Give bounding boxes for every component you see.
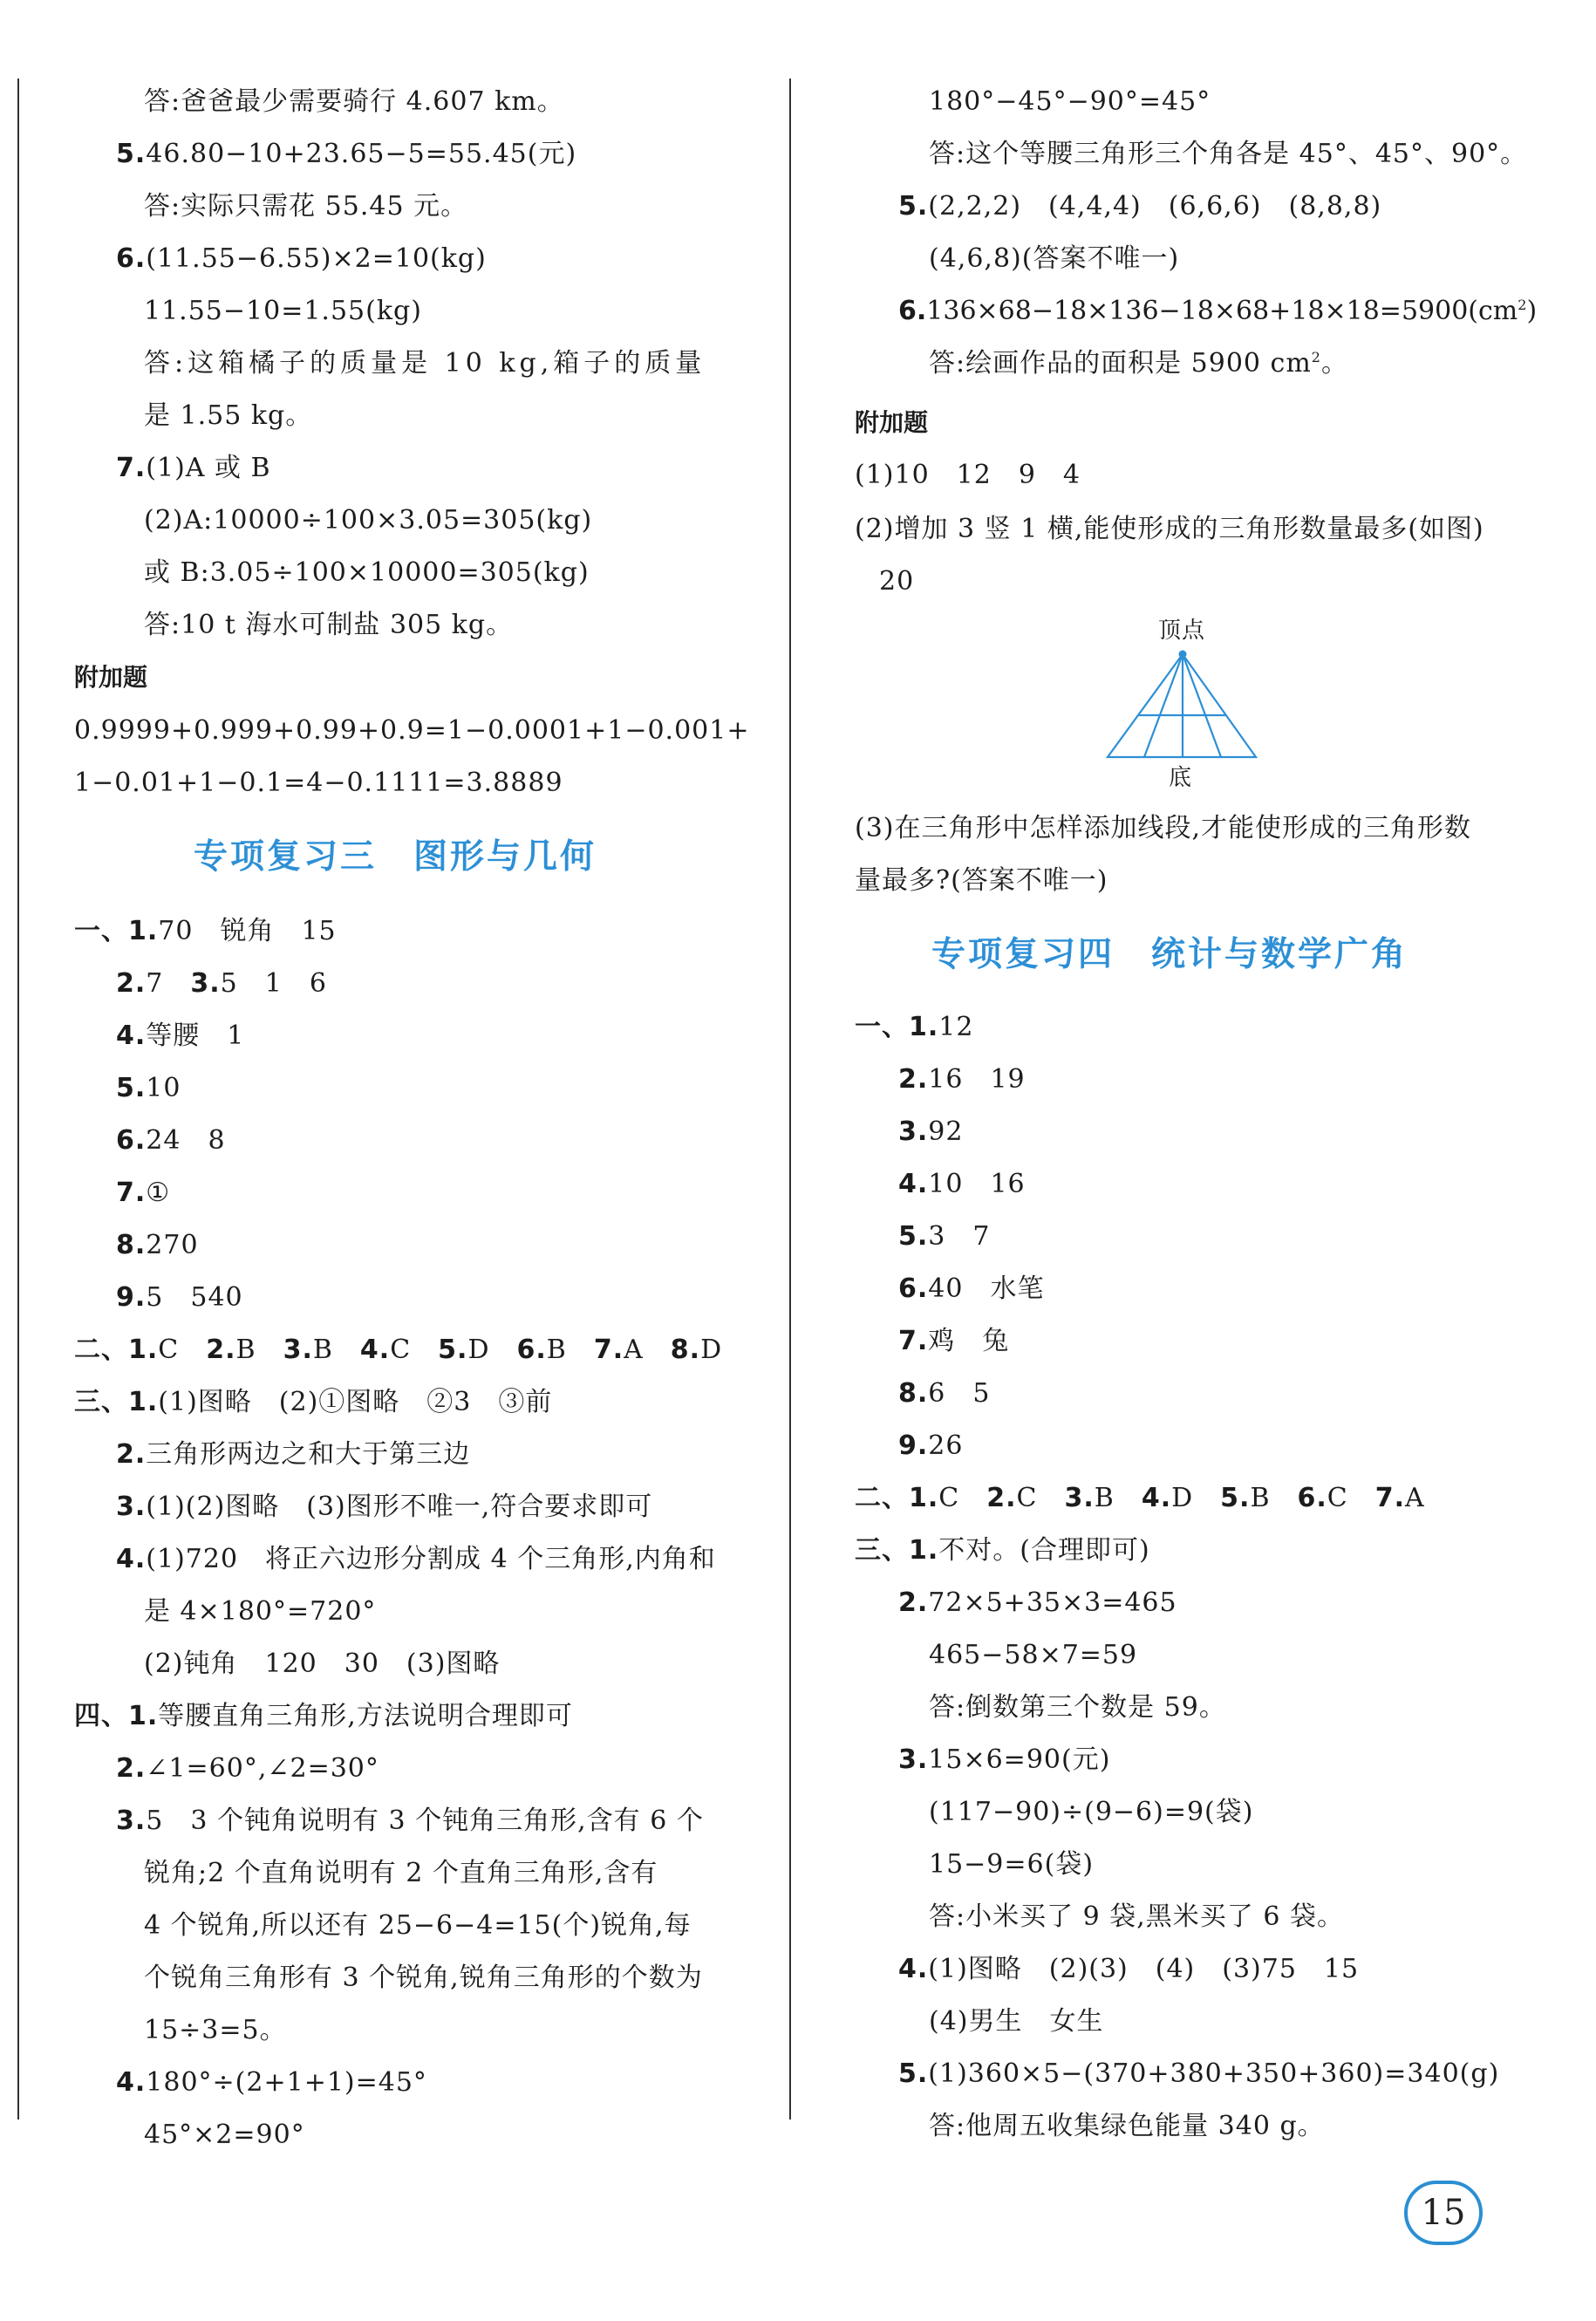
answer-line: (4)男生 女生	[929, 2006, 1104, 2037]
answer-5: 5.46.80−10+23.65−5=55.45(元)	[116, 139, 577, 169]
answer-part-2: 二、1.C 2.B 3.B 4.C 5.D 6.B 7.A 8.D	[74, 1335, 723, 1365]
answer-7: 7.(1)A 或 B	[116, 453, 271, 483]
figure-label-bottom: 底	[1169, 765, 1193, 791]
answer-3-1: 三、1.不对。(合理即可)	[855, 1535, 1150, 1566]
answer-line: (2)A:10000÷100×3.05=305(kg)	[144, 505, 593, 536]
answer-line: 15÷3=5。	[144, 2015, 287, 2045]
answer-4-3: 3.5 3 个钝角说明有 3 个钝角三角形,含有 6 个	[116, 1806, 704, 1836]
column-divider	[789, 79, 791, 2120]
section-title-3: 专项复习三 图形与几何	[194, 837, 597, 877]
answer-line: 15−9=6(袋)	[929, 1849, 1095, 1880]
answer-6: 6.(11.55−6.55)×2=10(kg)	[116, 243, 487, 274]
answer-1-9: 9.5 540	[116, 1282, 243, 1313]
apex-dot	[1179, 651, 1187, 659]
answer-1-3: 3.92	[898, 1116, 964, 1147]
answer-line: 答:爸爸最少需要骑行 4.607 km。	[144, 86, 564, 117]
answer-3-2: 2.72×5+35×3=465	[898, 1587, 1177, 1618]
answer-3-1: 三、1.(1)图略 (2)①图略 ②3 ③前	[74, 1387, 553, 1417]
answer-5: 5.(2,2,2) (4,4,4) (6,6,6) (8,8,8)	[898, 191, 1382, 222]
answer-line: 答:他周五收集绿色能量 340 g。	[929, 2111, 1325, 2141]
answer-line: 20	[879, 566, 915, 597]
section-title-4: 专项复习四 统计与数学广角	[931, 935, 1408, 974]
answer-1-4: 4.等腰 1	[116, 1021, 245, 1051]
triangle-inner-line	[1183, 654, 1221, 757]
triangle-figure	[1099, 645, 1265, 762]
answer-line: 锐角;2 个直角说明有 2 个直角三角形,含有	[144, 1858, 658, 1888]
answer-line: 个锐角三角形有 3 个锐角,锐角三角形的个数为	[144, 1963, 703, 1993]
answer-line: 0.9999+0.999+0.99+0.9=1−0.0001+1−0.001+	[74, 715, 750, 746]
answer-line: (1)10 12 9 4	[855, 460, 1081, 490]
triangle-inner-line	[1144, 654, 1183, 757]
answer-line: 是 1.55 kg。	[144, 400, 313, 431]
answer-1-5: 5.10	[116, 1073, 181, 1103]
answer-line: 答:小米买了 9 袋,黑米买了 6 袋。	[929, 1901, 1344, 1932]
answer-line: 45°×2=90°	[144, 2120, 305, 2150]
answer-line: 量最多?(答案不唯一)	[855, 865, 1108, 896]
extra-heading: 附加题	[74, 663, 148, 692]
answer-line: (2)增加 3 竖 1 横,能使形成的三角形数量最多(如图)	[855, 514, 1484, 544]
extra-heading: 附加题	[855, 408, 929, 437]
answer-line: 答:10 t 海水可制盐 305 kg。	[144, 610, 514, 640]
answer-line: 答:这箱橘子的质量是 10 kg,箱子的质量	[144, 348, 706, 379]
answer-1-9: 9.26	[898, 1430, 964, 1461]
answer-4-4: 4.180°÷(2+1+1)=45°	[116, 2067, 427, 2098]
answer-1-7: 7.鸡 兔	[898, 1326, 1010, 1356]
answer-line: 答:这个等腰三角形三个角各是 45°、45°、90°。	[929, 139, 1528, 169]
answer-part-2: 二、1.C 2.C 3.B 4.D 5.B 6.C 7.A	[855, 1483, 1425, 1513]
answer-3-3: 3.15×6=90(元)	[898, 1744, 1111, 1775]
answer-line: 答:倒数第三个数是 59。	[929, 1692, 1226, 1723]
answer-3-5: 5.(1)360×5−(370+380+350+360)=340(g)	[898, 2058, 1500, 2089]
answer-line: 11.55−10=1.55(kg)	[144, 296, 422, 326]
answer-1-5: 5.3 7	[898, 1221, 991, 1252]
answer-1-6: 6.40 水笔	[898, 1273, 1045, 1304]
answer-line: 是 4×180°=720°	[144, 1596, 377, 1627]
answer-3-4: 4.(1)图略 (2)(3) (4) (3)75 15	[898, 1954, 1360, 1984]
answer-1-2: 2.7 3.5 1 6	[116, 968, 327, 999]
answer-line: (3)在三角形中怎样添加线段,才能使形成的三角形数	[855, 813, 1472, 843]
page-number: 15	[1421, 2193, 1466, 2233]
answer-1-1: 一、1.12	[855, 1012, 974, 1042]
answer-line: (4,6,8)(答案不唯一)	[929, 243, 1180, 274]
answer-1-2: 2.16 19	[898, 1064, 1026, 1095]
answer-1-8: 8.6 5	[898, 1378, 991, 1409]
answer-line: 或 B:3.05÷100×10000=305(kg)	[144, 557, 590, 588]
left-margin-line	[17, 79, 19, 2120]
answer-6: $6.136\times 68-18\times 136-18\times 68+18\times 18=5900(cm^2)$	[898, 296, 1538, 326]
answer-line: 1−0.01+1−0.1=4−0.1111=3.8889	[74, 768, 563, 798]
figure-label-top: 顶点	[1158, 618, 1206, 644]
answer-line: 465−58×7=59	[929, 1640, 1138, 1670]
answer-4-1: 四、1.等腰直角三角形,方法说明合理即可	[74, 1701, 573, 1731]
answer-4-2: 2.∠1=60°,∠2=30°	[116, 1753, 379, 1784]
answer-line: (117−90)÷(9−6)=9(袋)	[929, 1797, 1254, 1827]
answer-line: 答:实际只需花 55.45 元。	[144, 191, 468, 222]
answer-line: 4 个锐角,所以还有 25−6−4=15(个)锐角,每	[144, 1910, 692, 1941]
answer-3-3: 3.(1)(2)图略 (3)图形不唯一,符合要求即可	[116, 1492, 653, 1522]
answer-3-4: 4.(1)720 将正六边形分割成 4 个三角形,内角和	[116, 1544, 716, 1574]
page-number-badge	[1404, 2181, 1483, 2245]
answer-1-8: 8.270	[116, 1230, 199, 1260]
answer-1-1: 一、1.70 锐角 15	[74, 916, 337, 946]
answer-line: (2)钝角 120 30 (3)图略	[144, 1649, 501, 1679]
answer-1-6: 6.24 8	[116, 1125, 226, 1156]
answer-1-7: 7.①	[116, 1178, 171, 1208]
answer-line: 180°−45°−90°=45°	[929, 86, 1211, 117]
answer-line: 答:绘画作品的面积是 5900 $cm^2$。	[929, 348, 1348, 379]
answer-3-2: 2.三角形两边之和大于第三边	[116, 1439, 471, 1470]
answer-1-4: 4.10 16	[898, 1169, 1026, 1199]
